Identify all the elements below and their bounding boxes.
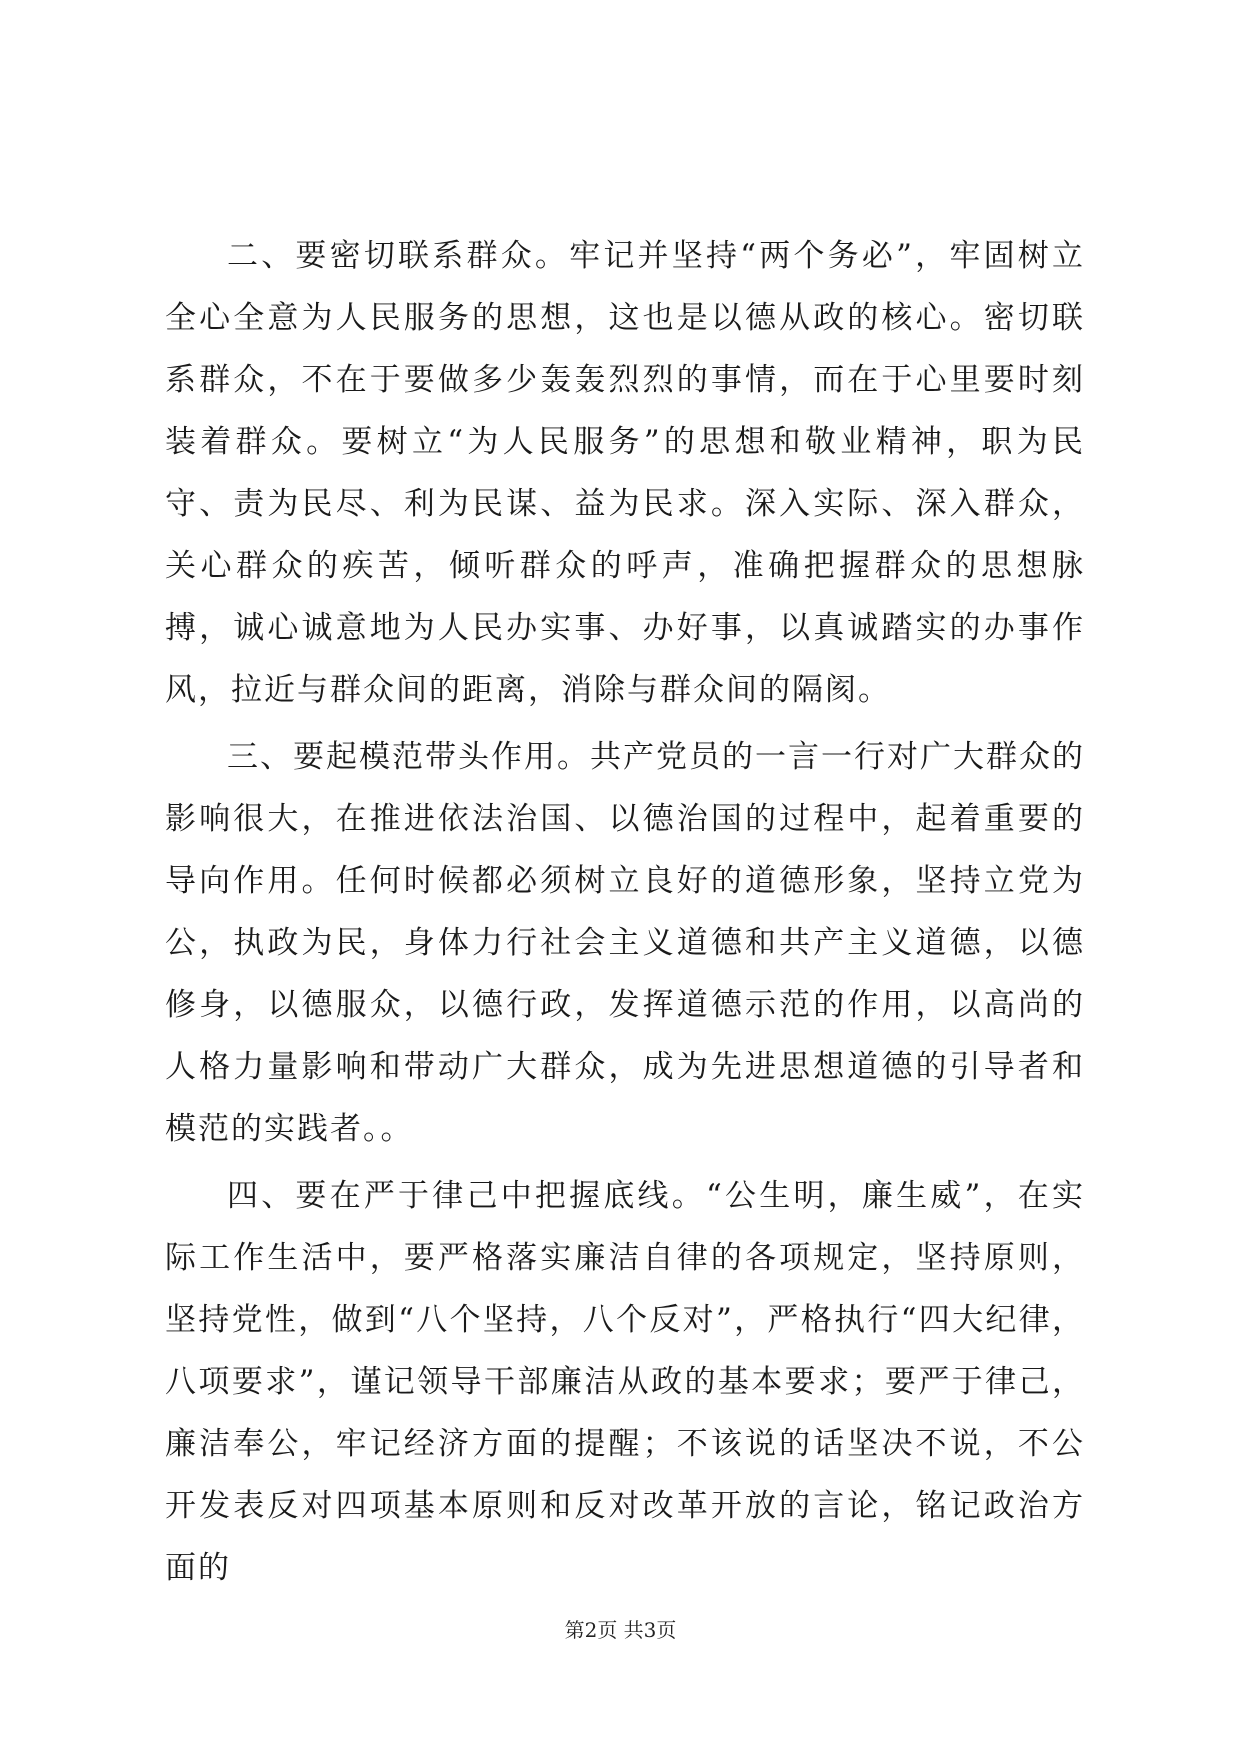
paragraph-3: 三、要起模范带头作用。共产党员的一言一行对广大群众的影响很大，在推进依法治国、以德治国的过程中，起着重要的导向作用。任何时候都必须树立良好的道德形象，坚持立党为公，执政为民，身体力行社会主义道德和共产主义道德，以德修身，以德服众，以德行政，发挥道德示范的作用，以高尚的人格力量影响和带动广大群众，成为先进思想道德的引导者和模范的实践者。。 xyxy=(165,739,1085,1147)
paragraph-2: 二、要密切联系群众。牢记并坚持“两个务必”，牢固树立全心全意为人民服务的思想，这也是以德从政的核心。密切联系群众，不在于要做多少轰轰烈烈的事情，而在于心里要时刻装着群众。要树立“为人民服务”的思想和敬业精神，职为民守、责为民尽、利为民谋、益为民求。深入实际、深入群众，关心群众的疾苦，倾听群众的呼声，准确把握群众的思想脉搏，诚心诚意地为人民办实事、办好事，以真诚踏实的办事作风，拉近与群众间的距离，消除与群众间的隔阂。 xyxy=(165,238,1085,708)
paragraph-4: 四、要在严于律己中把握底线。“公生明，廉生威”，在实际工作生活中，要严格落实廉洁自律的各项规定，坚持原则，坚持党性，做到“八个坚持，八个反对”，严格执行“四大纪律，八项要求”，谨记领导干部廉洁从政的基本要求；要严于律己，廉洁奉公，牢记经济方面的提醒；不该说的话坚决不说，不公开发表反对四项基本原则和反对改革开放的言论，铭记政治方面的 xyxy=(165,1178,1085,1586)
page-footer: 第2页 共3页 xyxy=(564,1618,677,1642)
document-body xyxy=(165,225,1085,1604)
